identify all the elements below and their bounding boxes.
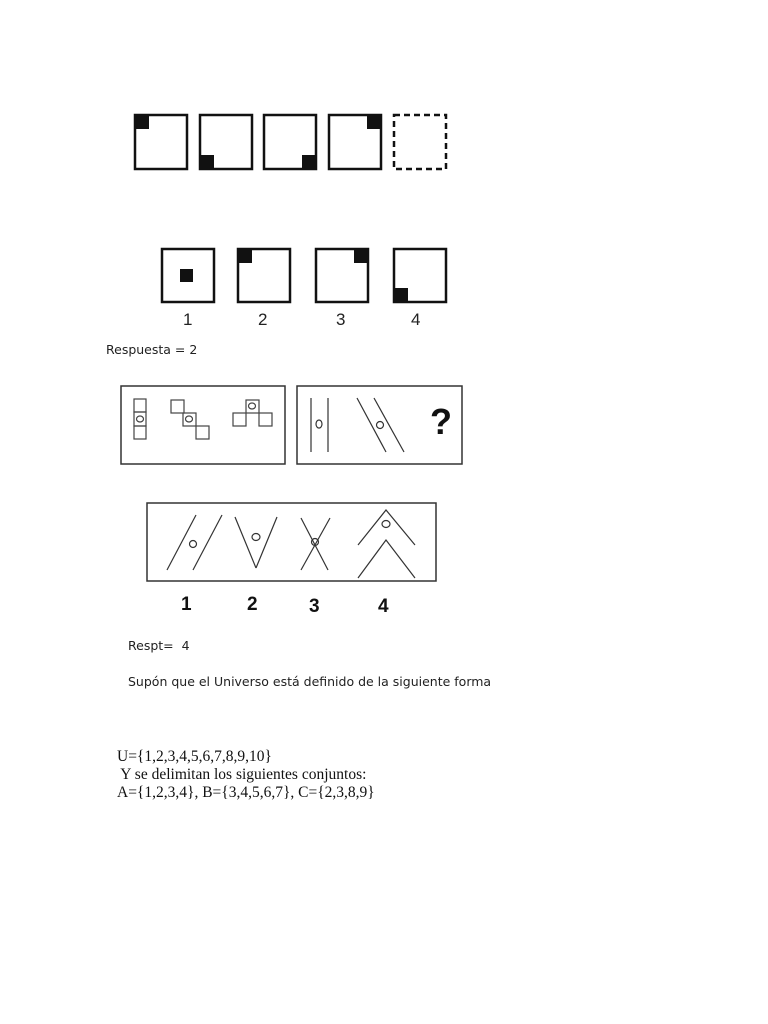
option-figure-3 bbox=[301, 518, 330, 570]
option-figure-4 bbox=[358, 510, 415, 578]
option-number-1: 1 bbox=[181, 594, 192, 615]
option-number-2: 2 bbox=[247, 594, 258, 615]
option-number-3: 3 bbox=[309, 596, 320, 617]
option-figure-1 bbox=[167, 515, 222, 570]
option-number-4: 4 bbox=[378, 596, 389, 617]
option-number-1: 1 bbox=[183, 310, 193, 329]
option-number-2: 2 bbox=[258, 310, 268, 329]
option-figure-2 bbox=[235, 517, 277, 568]
universe-line: U={1,2,3,4,5,6,7,8,9,10} bbox=[117, 748, 272, 765]
option-number-4: 4 bbox=[411, 310, 421, 329]
delimit-line: Y se delimitan los siguientes conjuntos: bbox=[117, 766, 367, 783]
option-number-3: 3 bbox=[336, 310, 346, 329]
question-mark: ? bbox=[430, 401, 452, 442]
sets-block bbox=[117, 748, 375, 802]
puzzle1-answer: Respuesta = 2 bbox=[106, 342, 198, 357]
definitions-line: A={1,2,3,4}, B={3,4,5,6,7}, C={2,3,8,9} bbox=[117, 784, 375, 801]
intro-paragraph: Supón que el Universo está definido de la siguiente forma bbox=[128, 674, 492, 689]
puzzle2-answer: Respt= 4 bbox=[128, 638, 190, 653]
